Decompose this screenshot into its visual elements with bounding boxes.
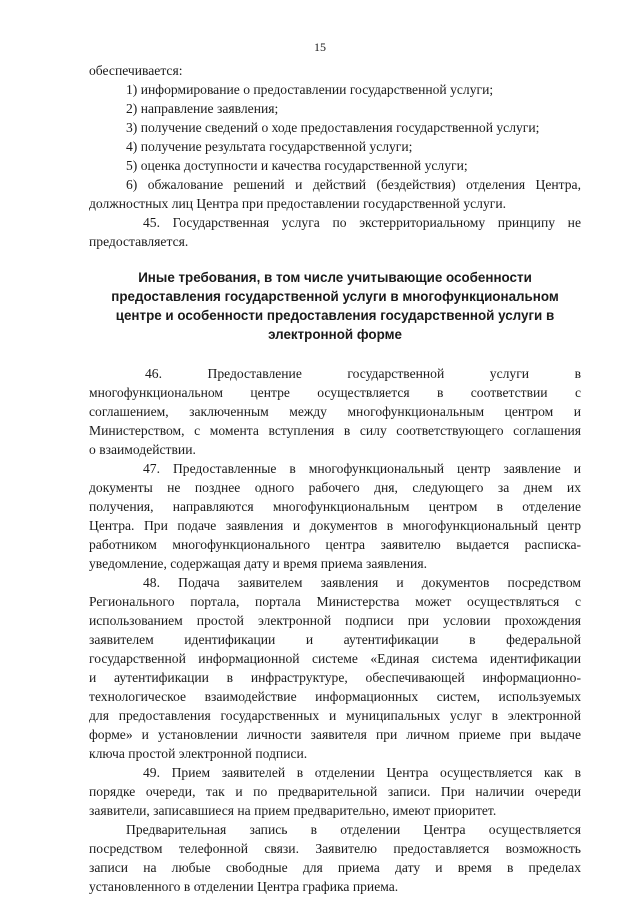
list-item: 6) обжалование решений и действий (бездействия) отделения Центра, — [126, 177, 581, 192]
heading-line: центре и особенности предоставления государственной услуги в — [115, 308, 555, 323]
text-line: о взаимодействии. — [89, 442, 196, 457]
text-line: должностных лиц Центра при предоставлении государственной услуги. — [89, 196, 507, 211]
text-line: установленного в отделении Центра графика приема. — [89, 879, 399, 894]
text-line: ключа простой электронной подписи. — [89, 746, 308, 761]
list-item: 4) получение результата государственной услуги; — [126, 139, 413, 154]
heading-line: Иные требования, в том числе учитывающие особенности — [138, 270, 532, 285]
text-line: Центра. При подаче заявления и документов в многофункциональный центр — [89, 518, 581, 533]
text-line: и аутентификации в инфраструктуре, обеспечивающей информационно- — [89, 670, 581, 685]
section-heading — [89, 268, 581, 344]
word: 46. — [145, 366, 162, 381]
text-line: многофункциональном центре осуществляется в соответствии с — [89, 385, 581, 400]
text-line: Предварительная запись в отделении Центра осуществляется — [126, 822, 581, 837]
text-line: государственной информационной системе «Единая система идентификации — [89, 651, 581, 666]
text-line: заявителем идентификации и аутентификации в федеральной — [89, 632, 581, 647]
text-line: использованием простой электронной подписи при условии прохождения — [89, 613, 581, 628]
word: услуги — [489, 366, 530, 381]
text-line: для предоставления государственных и муниципальных услуг в электронной — [89, 708, 581, 723]
paragraph-45: 45. Государственная услуга по экстерриториальному принципу не — [143, 215, 581, 230]
text-line: порядке очереди, так и по предварительной записи. При наличии очереди — [89, 784, 581, 799]
word: в — [574, 366, 581, 381]
text-line: предоставляется. — [89, 234, 189, 249]
text-line: Регионального портала, портала Министерства может осуществляться с — [89, 594, 581, 609]
heading-line: предоставления государственной услуги в многофункциональном — [111, 289, 559, 304]
text-line: посредством телефонной связи. Заявителю предоставляется возможность — [89, 841, 581, 856]
text-line: соглашением, заключенным между многофункциональным центром и — [89, 404, 581, 419]
text-line: работником многофункционального центра заявителю выдается расписка- — [89, 537, 581, 552]
text-line: форме» и установлении личности заявителя при личном приеме при выдаче — [89, 727, 581, 742]
text-line: документы не позднее одного рабочего дня, следующего за днем их — [89, 480, 581, 495]
list-item: 3) получение сведений о ходе предоставления государственной услуги; — [126, 120, 540, 135]
word: государственной — [347, 366, 445, 381]
page-number: 15 — [314, 40, 326, 54]
text-line: записи на любые свободные для приема дату и время в пределах — [89, 860, 581, 875]
paragraph-48: 48. Подача заявителем заявления и документов посредством — [143, 575, 581, 590]
heading-line: электронной форме — [268, 327, 402, 342]
paragraph-49: 49. Прием заявителей в отделении Центра осуществляется как в — [143, 765, 581, 780]
text-line: получения, направляются многофункциональным центром в отделение — [89, 499, 581, 514]
list-item: 5) оценка доступности и качества государственной услуги; — [126, 158, 468, 173]
word: Предоставление — [207, 366, 302, 381]
text-line: уведомление, содержащая дату и время приема заявления. — [89, 556, 427, 571]
text-line: технологическое взаимодействие информационных систем, используемых — [89, 689, 581, 704]
paragraph-47: 47. Предоставленные в многофункциональный центр заявление и — [143, 461, 581, 476]
text-line: Министерством, с момента вступления в силу соответствующего соглашения — [89, 423, 581, 438]
paragraph-46-first-line — [89, 364, 581, 383]
text-line: обеспечивается: — [89, 63, 183, 78]
text-line: заявители, записавшиеся на прием предварительно, имеют приоритет. — [89, 803, 497, 818]
list-item: 1) информирование о предоставлении государственной услуги; — [126, 82, 494, 97]
list-item: 2) направление заявления; — [126, 101, 279, 116]
document-body — [89, 61, 581, 896]
